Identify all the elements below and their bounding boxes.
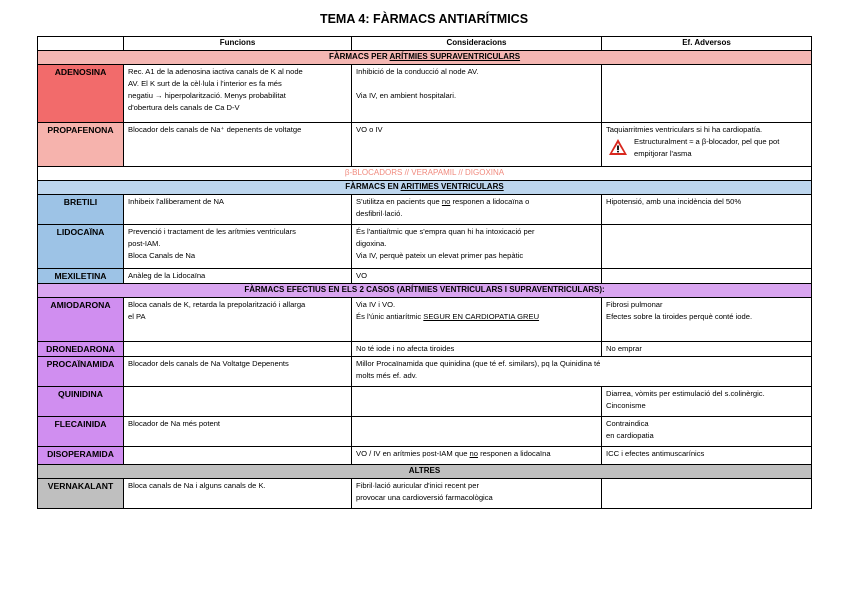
- text-line: [356, 448, 597, 460]
- drug-name: PROCAÏNAMIDA: [38, 357, 124, 387]
- text-line: Diarrea, vòmits per estimulació del s.colinèrgic.: [606, 389, 765, 398]
- text-line: Fibril·lació auricular d'inici recent per: [356, 481, 479, 490]
- section-underlined: ARÍTMIES SUPRAVENTRICULARS: [389, 52, 521, 61]
- section-altres: ALTRES: [38, 465, 812, 479]
- text-underlined: SEGUR EN CARDIOPATIA GREU: [423, 312, 540, 321]
- consideracions-cell: [352, 195, 602, 225]
- text-line: en cardiopatia: [606, 431, 654, 440]
- funcions-cell: [124, 298, 352, 342]
- funcions-cell: [124, 195, 352, 225]
- section-beta-blocadors: β-BLOCADORS // VERAPAMIL // DIGOXINA: [38, 167, 812, 181]
- funcions-cell: [124, 342, 352, 357]
- header-ef-adversos: Ef. Adversos: [602, 37, 812, 51]
- text-line: Prevenció i tractament de les arítmies ventriculars: [128, 227, 296, 236]
- table-row: [38, 298, 812, 342]
- text-line: Anàleg de la Lidocaïna: [128, 271, 206, 280]
- header-funcions: Funcions: [124, 37, 352, 51]
- consideracions-cell: [352, 298, 602, 342]
- drug-name: VERNAKALANT: [38, 479, 124, 509]
- text-line: el PA: [128, 312, 146, 321]
- consideracions-cell: [352, 225, 602, 269]
- text-line: No emprar: [606, 344, 642, 353]
- text-line: Cinconisme: [606, 401, 646, 410]
- text-line: Blocador de Na més potent: [128, 419, 221, 428]
- text-line: AV. El K surt de la cèl·lula i l'interior es fa més: [128, 79, 282, 88]
- header-row: [38, 37, 812, 51]
- text-line: Via IV, en ambient hospitalari.: [356, 91, 457, 100]
- text-line: d'obertura dels canals de Ca D-V: [128, 103, 240, 112]
- table-row: [38, 357, 812, 387]
- text-line: Bloca canals de K, retarda la prepolarització i allarga: [128, 300, 306, 309]
- text-line: Bloca Canals de Na: [128, 251, 196, 260]
- funcions-cell: [124, 417, 352, 447]
- text-line: Taquiarritmies ventriculars si hi ha cardiopatía.: [606, 125, 763, 134]
- drug-name: DRONEDARONA: [38, 342, 124, 357]
- consideracions-cell: [352, 342, 602, 357]
- warning-note: [606, 136, 807, 160]
- consideracions-cell: [352, 269, 602, 284]
- adversos-cell: [602, 298, 812, 342]
- text-line: [356, 196, 597, 208]
- text-line: Estructuralment ≈ a β-blocador, pel que pot: [634, 137, 780, 146]
- funcions-cell: [124, 387, 352, 417]
- text-line: Hipotensió, amb una incidència del 50%: [606, 197, 742, 206]
- section-ventricular: [38, 181, 812, 195]
- adversos-cell: [602, 447, 812, 465]
- text-line: Contraindica: [606, 419, 649, 428]
- text-line: molts més ef. adv.: [356, 371, 418, 380]
- text-line: És l'antiaítmic que s'empra quan hi ha intoxicació per: [356, 227, 535, 236]
- text-line: Inhibició de la conducció al node AV.: [356, 67, 479, 76]
- text-line: Inhibeix l'alliberament de NA: [128, 197, 225, 206]
- table-row: [38, 417, 812, 447]
- text-line: provocar una cardioversió farmacològica: [356, 493, 493, 502]
- consideracions-cell: [352, 479, 602, 509]
- text-line: ICC i efectes antimuscarínics: [606, 449, 705, 458]
- text-line: VO: [356, 271, 367, 280]
- drug-name: LIDOCAÏNA: [38, 225, 124, 269]
- funcions-cell: [124, 123, 352, 167]
- consideracions-cell: [352, 65, 602, 123]
- text-line: Blocador dels canals de Na Voltatge Depenents: [128, 359, 289, 368]
- text-line: [356, 311, 597, 323]
- consideracions-cell: [352, 447, 602, 465]
- drug-name: BRETILI: [38, 195, 124, 225]
- consideracions-cell: [352, 387, 602, 417]
- section-underlined: ARITIMES VENTRICULARS: [400, 182, 504, 191]
- consideracions-cell: [352, 123, 602, 167]
- section-prefix: FÀRMACS PER: [328, 52, 390, 61]
- header-drug: [38, 37, 124, 51]
- text-line: Via IV i VO.: [356, 300, 396, 309]
- adversos-cell: [602, 387, 812, 417]
- funcions-cell: [124, 225, 352, 269]
- consideracions-cell: [352, 417, 602, 447]
- text-line: Blocador dels canals de Na⁺ depenents de voltatge: [128, 125, 302, 134]
- text-part: responen a lidocaïna o: [450, 197, 530, 206]
- text-line: post-IAM.: [128, 239, 161, 248]
- adversos-cell: [602, 225, 812, 269]
- table-row: [38, 447, 812, 465]
- drug-name: QUINIDINA: [38, 387, 124, 417]
- text-underlined: no: [441, 197, 451, 206]
- warning-icon: [608, 138, 628, 156]
- table-row: [38, 195, 812, 225]
- text-line: Efectes sobre la tiroides perquè conté iode.: [606, 312, 753, 321]
- table-row: [38, 123, 812, 167]
- adversos-cell: [602, 417, 812, 447]
- text-line: Bloca canals de Na i alguns canals de K.: [128, 481, 266, 490]
- text-line: Millor Procaïnamida que quinidina (que té ef. similars), pq la Quinidina té: [356, 359, 601, 368]
- text-line: digoxina.: [356, 239, 387, 248]
- adversos-cell: [602, 269, 812, 284]
- adversos-cell: [602, 479, 812, 509]
- drug-name: ADENOSINA: [38, 65, 124, 123]
- header-consideracions: Consideracions: [352, 37, 602, 51]
- table-row: [38, 65, 812, 123]
- funcions-cell: [124, 357, 352, 387]
- funcions-cell: [124, 65, 352, 123]
- funcions-cell: [124, 269, 352, 284]
- table-row: [38, 342, 812, 357]
- page-title: TEMA 4: FÀRMACS ANTIARÍTMICS: [319, 12, 529, 26]
- adversos-cell: [602, 65, 812, 123]
- text-line: No té iode i no afecta tiroides: [356, 344, 455, 353]
- table-row: [38, 479, 812, 509]
- adversos-cell: [602, 342, 812, 357]
- drug-name: PROPAFENONA: [38, 123, 124, 167]
- text-part: És l'únic antiarítmic: [356, 312, 424, 321]
- text-part: S'utilitza en pacients que: [356, 197, 442, 206]
- text-line: desfibril·lació.: [356, 209, 403, 218]
- funcions-cell: [124, 447, 352, 465]
- funcions-cell: [124, 479, 352, 509]
- blank-line: [356, 78, 597, 90]
- text-line: Fibrosi pulmonar: [606, 300, 663, 309]
- adversos-cell: [602, 123, 812, 167]
- table-row: [38, 225, 812, 269]
- text-part: VO / IV en arítmies post-IAM que: [356, 449, 470, 458]
- section-supraventricular: [38, 51, 812, 65]
- text-line: Via IV, perquè pateix un elevat primer pas hepàtic: [356, 251, 524, 260]
- drug-name: MEXILETINA: [38, 269, 124, 284]
- text-line: empitjorar l'asma: [634, 149, 692, 158]
- drug-name: FLECAINIDA: [38, 417, 124, 447]
- drug-name: DISOPERAMIDA: [38, 447, 124, 465]
- table-row: [38, 387, 812, 417]
- antiarrhythmics-table: [37, 36, 812, 509]
- table-row: [38, 269, 812, 284]
- text-line: negatiu → hiperpolarització. Menys probabilitat: [128, 91, 286, 100]
- text-line: VO o IV: [356, 125, 383, 134]
- text-underlined: no: [469, 449, 478, 458]
- text-part: responen a lidocaïna: [477, 449, 551, 458]
- consideracions-cell: [352, 357, 812, 387]
- drug-name: AMIODARONA: [38, 298, 124, 342]
- section-both: FÀRMACS EFECTIUS EN ELS 2 CASOS (ARÍTMIES VENTRICULARS I SUPRAVENTRICULARS):: [38, 284, 812, 298]
- text-line: Rec. A1 de la adenosina iactiva canals de K al node: [128, 67, 303, 76]
- adversos-cell: [602, 195, 812, 225]
- section-prefix: FÀRMACS EN: [345, 182, 401, 191]
